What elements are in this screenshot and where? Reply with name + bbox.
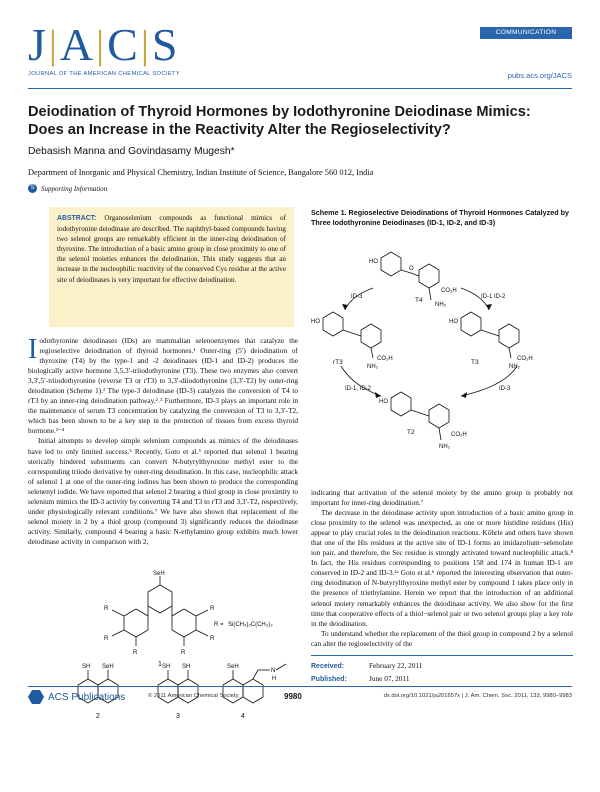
arrow-label-id3: ID-3 bbox=[351, 294, 363, 300]
body-paragraph: Initial attempts to develop simple selenium compounds as mimics of the deiodinases have led to only limited success.⁵ Recently, Goto et al.⁶ reported that selenol 1 bearing sterically hindered substituents can convert N-butyrylthyroxine methyl ester to the corresponding triiodo derivative by outer-ring deiodination. In this case, nucleophilic attack of selenol 1 at one of the outer-ring iodines has been shown to produce the corresponding selenenyl iodide. We have reported that selenol 2 bearing a thiol group in close proximity to selenium mimics the ID-3 activity by converting T4 and T3 to rT3 and 3,3′-T2, respectively, under physiologically relevant conditions.⁷ We have also shown that replacement of the selenol moiety in 2 by a thiol group (compound 3) significantly reduces the deiodinase activity. Similarly, compound 4 bearing a basic N-ethylamino group exhibits much lower deiodinase activity in comparison with 2, bbox=[28, 436, 298, 546]
svg-text:SeH: SeH bbox=[227, 664, 239, 670]
supporting-info-icon: S bbox=[28, 184, 37, 193]
svg-text:NH₂: NH₂ bbox=[509, 364, 520, 370]
arrow-label-id12: ID-1 ID-2 bbox=[481, 294, 506, 300]
svg-text:HO: HO bbox=[449, 319, 458, 325]
compound-3-label: 3 bbox=[176, 713, 180, 720]
logo-letters: J|A|C|S bbox=[28, 19, 179, 70]
rt3-label: rT3 bbox=[333, 359, 343, 366]
footer-divider bbox=[28, 686, 572, 687]
publication-dates bbox=[311, 655, 573, 686]
right-column bbox=[311, 488, 573, 649]
published-date: June 07, 2011 bbox=[369, 674, 410, 683]
arrow-label-id3-bottom: ID-3 bbox=[499, 386, 511, 392]
svg-text:SeH: SeH bbox=[102, 664, 114, 670]
compound-2-label: 2 bbox=[96, 713, 100, 720]
acs-hexagon-icon bbox=[28, 690, 44, 704]
svg-text:N: N bbox=[271, 668, 276, 674]
compound-4-label: 4 bbox=[241, 713, 245, 720]
copyright: © 2011 American Chemical Society bbox=[148, 693, 239, 699]
scheme-diagram bbox=[311, 248, 573, 480]
page-number: 9980 bbox=[284, 692, 302, 701]
svg-text:SH: SH bbox=[162, 664, 171, 670]
svg-text:CO₂H: CO₂H bbox=[517, 356, 533, 362]
t4-label: T4 bbox=[415, 297, 423, 304]
svg-text:NH₂: NH₂ bbox=[439, 444, 450, 450]
svg-text:HO: HO bbox=[379, 399, 388, 405]
author-affiliation: Department of Inorganic and Physical Chemistry, Indian Institute of Science, Bangalore 560 012, India bbox=[28, 168, 374, 177]
compound-structures bbox=[28, 570, 298, 730]
scheme-caption: Scheme 1. Regioselective Deiodinations of Thyroid Hormones Catalyzed by Three Iodothyronine Deiodinases (ID-1, ID-2, and ID-3) bbox=[311, 208, 570, 227]
svg-text:NH₂: NH₂ bbox=[435, 302, 446, 308]
intro-paragraph: Iodothyronine deiodinases (IDs) are mammalian selenoenzymes that catalyze the regioselective deiodination of thyroid hormones.¹ Outer-ring (5′) deiodination of thyroxine (T4) by the type-1 and -2 deiodinases (ID-1 and ID-2) produces the biologically active hormone 3,5,3′-triiodothyronine (T3). These two enzymes also convert 3,3′,5′-triiodothyronine (reverse T3 or rT3) to 3,3′-diiodothyronine (3,3′-T2) by outer-ring deiodination (Scheme 1).² The type-3 deiodinase (ID-3) catalyzes the conversion of T4 to rT3 by an inner-ring deiodination pathway.²˒³ Furthermore, ID-3 plays an important role in the maintenance of serum T3 concentration by catalyzing the conversion of T3 to 3,3′-T2, which has been shown to be a key step in the protection of tissues from excess thyroid hormone.²⁻⁴ bbox=[28, 334, 298, 436]
body-paragraph: indicating that activation of the selenol moiety by the amino group is probably not important for inner-ring deiodination.⁷ bbox=[311, 488, 573, 508]
svg-text:O: O bbox=[409, 266, 414, 272]
svg-text:HO: HO bbox=[311, 319, 320, 325]
svg-text:R: R bbox=[104, 606, 109, 612]
abstract-box bbox=[49, 207, 294, 327]
abstract-label: ABSTRACT: bbox=[57, 215, 97, 222]
article-type-badge: COMMUNICATION bbox=[480, 27, 572, 39]
dropcap: I bbox=[28, 334, 38, 365]
svg-text:SH: SH bbox=[82, 664, 91, 670]
body-paragraph: To understand whether the replacement of the thiol group in compound 2 by a selenol can alter the regioselectivity of the bbox=[311, 628, 573, 648]
header-divider bbox=[28, 88, 572, 89]
article-title: Deiodination of Thyroid Hormones by Iodothyronine Deiodinase Mimics: Does an Increase in the Reactivity Alter the Regioselectivity? bbox=[28, 104, 531, 138]
t3-label: T3 bbox=[471, 359, 479, 366]
svg-text:H: H bbox=[272, 676, 277, 682]
svg-text:R: R bbox=[210, 606, 215, 612]
svg-text:HO: HO bbox=[369, 259, 378, 265]
abstract-text: Organoselenium compounds as functional mimics of iodothyronine deiodinase are described. The naphthyl-based compounds having two selenol groups are remarkably efficient in the inner-ring deiodination of thyroxine. The introduction of a basic amino group in close proximity to one of the selenol moieties enhances the deiodination. This study suggests that an increase in the nucleophilic reactivity of the conserved Cys residue at the active site of deiodinases is very important for effective deiodination. bbox=[57, 214, 286, 284]
svg-text:CO₂H: CO₂H bbox=[377, 356, 393, 362]
journal-logo bbox=[28, 20, 218, 80]
journal-url-link[interactable]: pubs.acs.org/JACS bbox=[507, 71, 572, 80]
r-group: Si(CH₃)₂C(CH₃)₃ bbox=[228, 622, 273, 628]
received-date: February 22, 2011 bbox=[369, 661, 423, 670]
arrow-label-id12-bottom: ID-1, ID-2 bbox=[345, 386, 372, 392]
published-label: Published: bbox=[311, 676, 347, 683]
svg-text:CO₂H: CO₂H bbox=[451, 432, 467, 438]
body-paragraph: The decrease in the deiodinase activity upon introduction of a basic amino group in close proximity to the selenol was unexpected, as one or more histidine residues (His) appear to play crucial roles in the deiodination reactions. Köhrle and others have shown that one of the His residues at the active site of ID-1 forms an imidazolium−selenolate ion pair, and therefore, the Sec residue is strongly activated toward nucleophilic attack.⁸ In fact, the His residues corresponding to positions 158 and 174 in human ID-1 are conserved in ID-2 and ID-3.²ᵃ Goto et al.⁶ reported the interesting observation that outer-ring deiodination of N-butyrylthyroxine methyl ester by compound 1 takes place only in the presence of triethylamine. Herein we report that the introduction of an additional selenol moiety remarkably enhances the deiodinase activity. We also show for the first time that cooperative effects of a thiol−selenol pair or two selenol groups play a key role in the deiodination. bbox=[311, 508, 573, 628]
acs-publications-logo[interactable]: ACS Publications bbox=[28, 690, 125, 704]
svg-text:R: R bbox=[210, 636, 215, 642]
t2-label: T2 bbox=[407, 429, 415, 436]
svg-text:R: R bbox=[181, 650, 186, 656]
svg-text:SH: SH bbox=[182, 664, 191, 670]
svg-text:CO₂H: CO₂H bbox=[441, 288, 457, 294]
se-h-label: SeH bbox=[153, 571, 165, 577]
svg-text:R: R bbox=[133, 650, 138, 656]
r-group-label: R = bbox=[214, 622, 224, 628]
svg-text:R: R bbox=[104, 636, 109, 642]
doi-citation[interactable]: dx.doi.org/10.1021/ja201657x | J. Am. Chem. Soc. 2011, 133, 9980–9983 bbox=[383, 693, 572, 699]
compound-1-label: 1 bbox=[158, 661, 162, 668]
received-label: Received: bbox=[311, 663, 345, 670]
supporting-info-link[interactable] bbox=[28, 184, 107, 193]
left-column bbox=[28, 336, 298, 547]
article-authors: Debasish Manna and Govindasamy Mugesh* bbox=[28, 146, 235, 157]
supporting-info-label: Supporting Information bbox=[41, 184, 108, 193]
svg-text:NH₂: NH₂ bbox=[367, 364, 378, 370]
logo-subtitle: JOURNAL OF THE AMERICAN CHEMICAL SOCIETY bbox=[28, 71, 180, 77]
